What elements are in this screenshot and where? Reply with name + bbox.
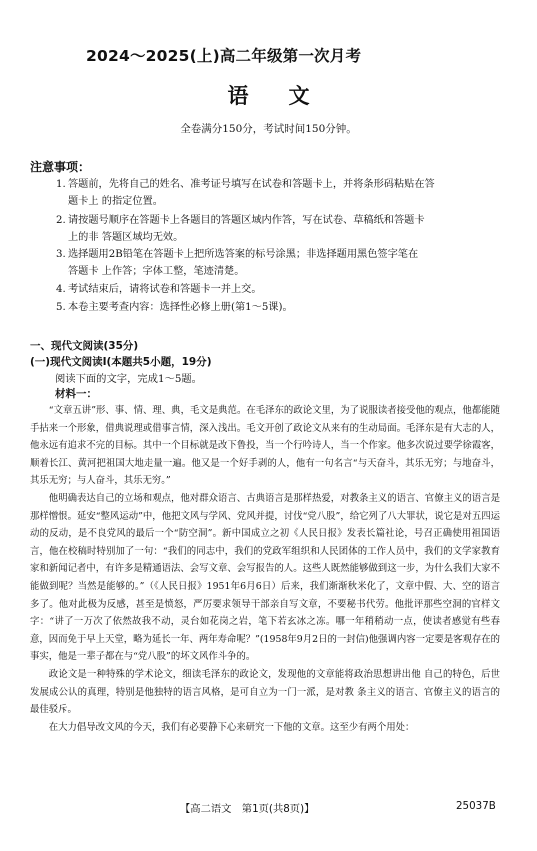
notice-item-text: 本卷主要考查内容：选择性必修上册(第1～5课)。: [68, 302, 293, 313]
notice-item-3: [56, 246, 501, 280]
exam-title: 2024～2025(上)高二年级第一次月考: [86, 47, 362, 65]
notice-item-continuation: 上的非 答题区域均无效。: [68, 232, 184, 243]
notice-item-number: 3.: [56, 249, 66, 260]
notice-item-5: [56, 299, 501, 316]
subsection-heading: (一)现代文阅读Ⅰ(本题共5小题，19分): [30, 356, 212, 368]
passage-paragraph: “文章五讲”形、事、情、理、典，毛文是典范。在毛泽东的政论文里，为了说服读者接受他的观点，他都能随手拈来一个形象，借典说理或借事言情，深入浅出。毛文开创了政论文从来有的生动局面。毛泽东是有大志的人，他永远有追求不完的目标。其中一个目标就是改下鲁投，当一个行吟诗人，当一个作家。他多次说过要学徐霞客，顺着长江、黄河把祖国大地走量一遍。他又是一个好手剥的人，他有一句名言“与天奋斗，其乐无穷；与地奋斗，其乐无穷；与人奋斗，其乐无穷。”: [30, 405, 500, 487]
reading-instruction: 阅读下面的文字，完成1～5题。: [55, 373, 202, 385]
passage-body: [30, 402, 500, 736]
notice-item-number: 2.: [56, 215, 66, 226]
notice-item-text: 选择题用2B铅笔在答题卡上把所选答案的标号涂黑；非选择题用黑色签字笔在: [68, 249, 419, 260]
exam-code: 25037B: [456, 800, 496, 812]
notice-item-number: 4.: [56, 284, 66, 295]
notice-item-continuation: 答题卡 上作答；字体工整，笔迹清楚。: [68, 266, 245, 277]
subject-title: 语文: [227, 84, 350, 108]
score-info: 全卷满分150分，考试时间150分钟。: [180, 123, 357, 135]
notice-item-text: 考试结束后，请将试卷和答题卡一并上交。: [68, 284, 262, 295]
passage-paragraph: 他明确表达自己的立场和观点，他对群众语言、古典语言是那样热爱，对教条主义的语言、官僚主义的语言是那样憎恨。延安“整风运动”中，他把文风与学风、党风并提，讨伐“党八股”，给它列了八大罪状，说它是对五四运动的反动，是不良党风的最后一个“防空洞”。新中国成立之初《人民日报》发表长篇社论，号召正确使用祖国语言，他在校稿时特别加了一句：“我们的同志中，我们的党政军组织和人民团体的工作人员中，我们的文学家教育家和新闻记者中，有许多是精通语法、会写文章、会写报告的人。这些人既然能够做到这一步，为什么我们大家不能做到呢？当然是能够的。”（《人民日报》1951年6月6日）后来，我们渐渐秋米化了，文章中假、大、空的语言多了。他对此极为反感，甚至是愤怒，严厉要求领导干部亲自写文章，不要秘书代劳。他批评那些空洞的官样文字：“讲了一万次了依然故我不动，灵台如花岗之岩，笔下若玄冰之冻。哪一年稍稍动一点，使读者感觉有些春意，因而免于早上天堂，略为延长一年、两年寿命呢？”(1958年9月2日的一封信)他强调内容一定要是客观存在的事实，他是一辈子都在与“党八股”的坏文风作斗争的。: [30, 492, 500, 663]
notice-item-text: 答题前，先将自己的姓名、准考证号填写在试卷和答题卡上，并将条形码粘贴在答: [68, 179, 435, 190]
section-heading: 一、现代文阅读(35分): [30, 340, 139, 352]
notice-item-text: 请按题号顺序在答题卡上各题目的答题区域内作答，写在试卷、草稿纸和答题卡: [68, 215, 425, 226]
notice-title: 注意事项：: [30, 160, 91, 174]
passage-paragraph: 政论文是一种特殊的学术论文，细读毛泽东的政论文，发现他的文章能将政治思想讲出他 自己的特色，后世发展成公认的真理，特别是他独特的语言风格，是可自立为一门一派，是对教 条主义的语言、官僚主义的语言的最佳驳斥。: [30, 668, 500, 716]
notice-item-1: [56, 176, 501, 210]
passage-paragraph: 在大力倡导改文风的今天，我们有必要静下心来研究一下他的文章。这至少有两个用处：: [48, 721, 415, 733]
notice-item-continuation: 题卡上 的指定位置。: [68, 196, 163, 207]
notice-item-number: 5.: [56, 302, 66, 313]
page-footer-label: 【高二语文 第1页(共8页)】: [180, 803, 315, 815]
notice-item-number: 1.: [56, 179, 66, 190]
notice-item-2: [56, 212, 501, 246]
material-label: 材料一：: [55, 388, 97, 400]
notice-item-4: [56, 281, 501, 298]
